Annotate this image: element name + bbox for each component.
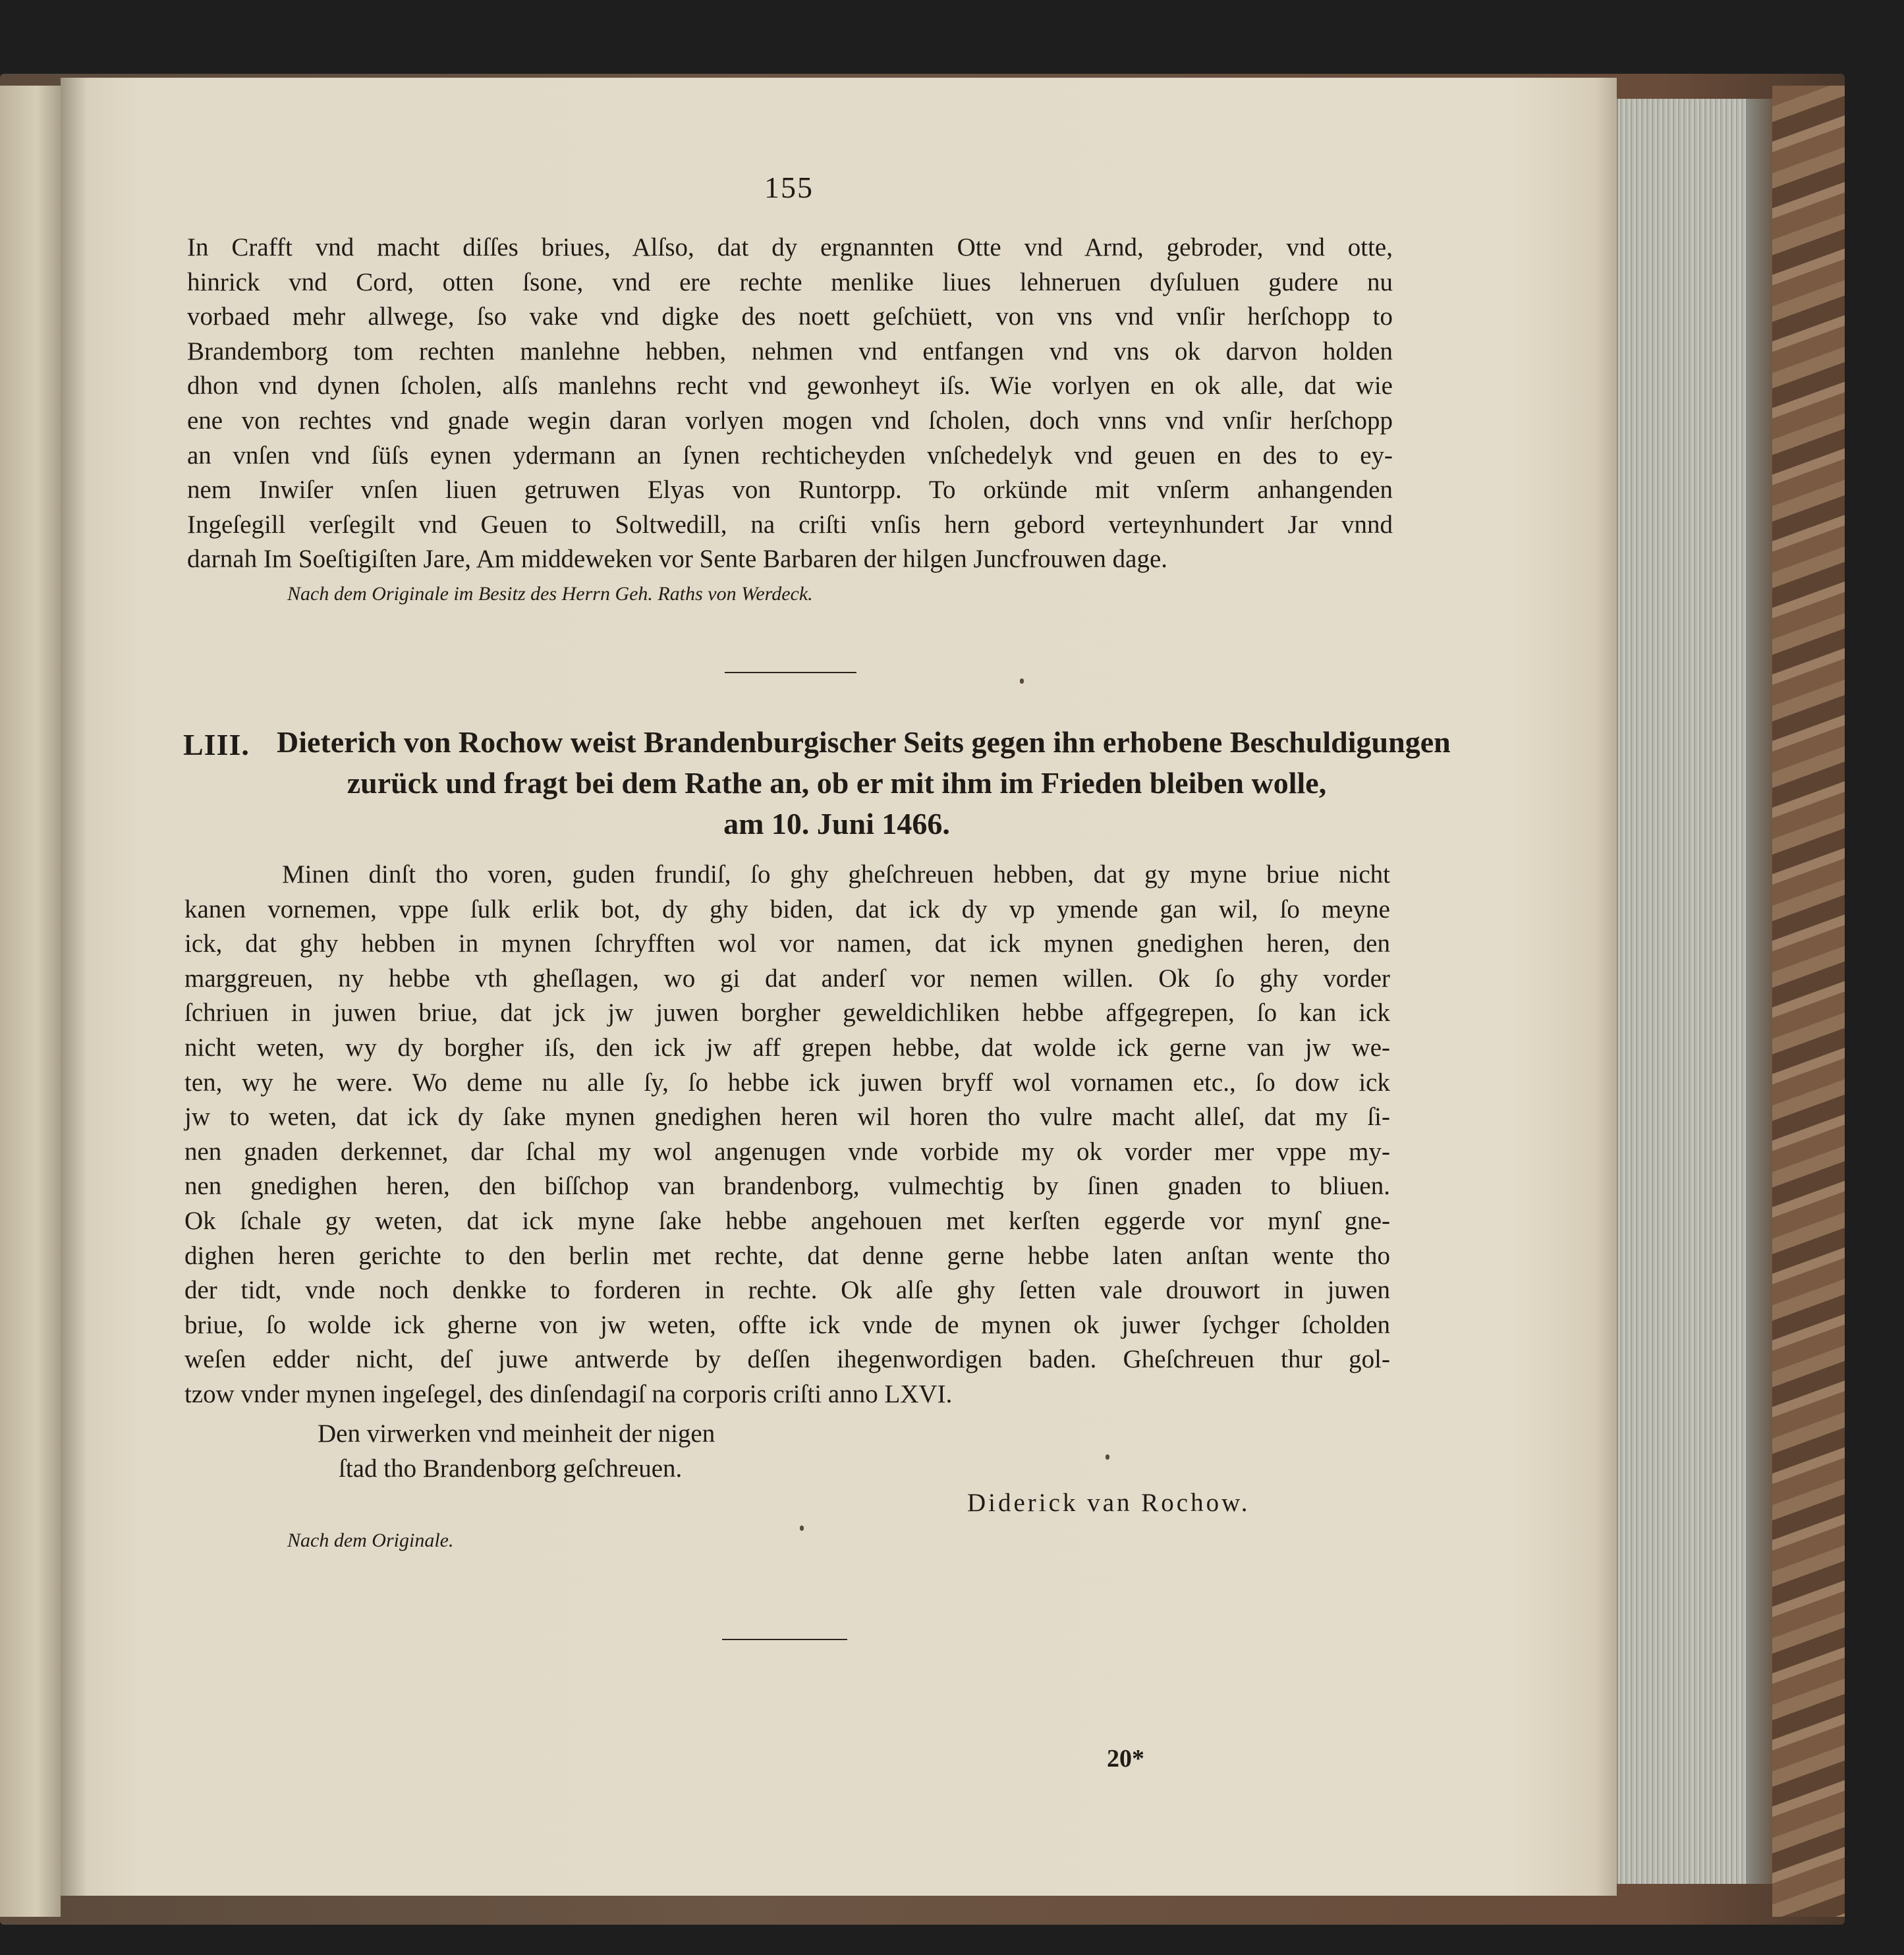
- sheet-mark: 20*: [1107, 1745, 1144, 1773]
- text-line: dighen heren gerichte to den berlin met rechte, dat denne gerne hebbe laten anſtan wente tho: [184, 1241, 1390, 1270]
- heading-line: zurück und fragt bei dem Rathe an, ob er mit ihm im Frieden bleiben wolle,: [347, 766, 1327, 800]
- source-note: Nach dem Originale.: [287, 1529, 454, 1551]
- text-line: darnah Im Soeſtigiſten Jare, Am middeweken vor Sente Barbaren der hilgen Juncfrouwen dage.: [187, 545, 1168, 574]
- page-edges-shadow: [1746, 99, 1772, 1884]
- text-line: nen gnedighen heren, den biſſchop van brandenborg, vulmechtig by ſinen gnaden to bliuen.: [184, 1172, 1390, 1201]
- paragraph-charter-end: [187, 231, 1393, 577]
- text-line: ene von rechtes vnd gnade wegin daran vorlyen mogen vnd ſcholen, doch vnns vnd vnſir herſchopp: [187, 406, 1393, 435]
- text-line: Ok ſchale gy weten, dat ick myne ſake hebbe angehouen met kerſten eggerde vor mynſ gne-: [184, 1206, 1390, 1235]
- text-line: hinrick vnd Cord, otten ſsone, vnd ere rechte menlike liues lehneruen dyſuluen gudere nu: [187, 267, 1393, 296]
- text-line: jw to weten, dat ick dy ſake mynen gnedighen heren wil horen tho vulre macht alleſ, dat my ſi-: [184, 1103, 1390, 1132]
- text-line: ten, wy he were. Wo deme nu alle ſy, ſo hebbe ick juwen bryff wol vornamen etc., ſo dow ick: [184, 1068, 1390, 1097]
- text-line: vorbaed mehr allwege, ſso vake vnd digke des noett geſchüett, von vns vnd vnſir herſchopp to: [187, 302, 1393, 331]
- text-line: ſchriuen in juwen briue, dat jck jw juwen borgher geweldichliken hebbe affgegrepen, ſo kan ick: [184, 999, 1390, 1028]
- heading-line: Dieterich von Rochow weist Brandenburgischer Seits gegen ihn erhobene Beschuldigungen: [277, 725, 1451, 759]
- text-line: ick, dat ghy hebben in mynen ſchryfften wol vor namen, dat ick mynen gnedighen heren, den: [184, 929, 1390, 958]
- text-line: tzow vnder mynen ingeſegel, des dinſendagiſ na corporis criſti anno LXVI.: [184, 1379, 953, 1408]
- text-line: Minen dinſt tho voren, guden frundiſ, ſo ghy gheſchreuen hebben, dat gy myne briue nicht: [282, 860, 1390, 889]
- heading-line: am 10. Juni 1466.: [723, 807, 950, 840]
- text-line: In Crafft vnd macht diſſes briues, Alſso, dat dy ergnannten Otte vnd Arnd, gebroder, vnd otte,: [187, 233, 1393, 262]
- left-page-edge: [0, 86, 61, 1917]
- address-line: ſtad tho Brandenborg geſchreuen.: [339, 1454, 683, 1483]
- section-divider: [722, 1639, 847, 1640]
- letter-address: [318, 1416, 715, 1486]
- section-divider: [725, 672, 856, 673]
- ink-speck: [800, 1526, 804, 1531]
- text-line: kanen vornemen, vppe ſulk erlik bot, dy ghy biden, dat ick dy vp ymende gan wil, ſo meyne: [184, 895, 1390, 923]
- page-number: 155: [764, 171, 814, 204]
- signature: Diderick van Rochow.: [967, 1489, 1250, 1517]
- source-note: Nach dem Originale im Besitz des Herrn Geh. Raths von Werdeck.: [287, 583, 813, 605]
- page-edges: [1617, 99, 1747, 1884]
- marbled-board: [1772, 86, 1845, 1917]
- text-line: der tidt, vnde noch denkke to forderen in rechte. Ok alſe ghy ſetten vale drouwort in juwen: [184, 1276, 1390, 1305]
- address-line: Den virwerken vnd meinheit der nigen: [318, 1419, 715, 1448]
- text-line: marggreuen, ny hebbe vth gheſlagen, wo gi dat anderſ vor nemen willen. Ok ſo ghy vorder: [184, 964, 1390, 993]
- text-line: Ingeſegill verſegilt vnd Geuen to Soltwedill, na criſti vnſis hern gebord verteynhundert Jar vnnd: [187, 510, 1393, 539]
- document-heading: [277, 722, 1451, 844]
- text-line: dhon vnd dynen ſcholen, alſs manlehns recht vnd gewonheyt iſs. Wie vorlyen en ok alle, dat wie: [187, 372, 1393, 400]
- text-line: nen gnaden derkennet, dar ſchal my wol angenugen vnde vorbide my ok vorder mer vppe my-: [184, 1137, 1390, 1166]
- text-line: nicht weten, wy dy borgher iſs, den ick jw aff grepen hebbe, dat wolde ick gerne van jw we-: [184, 1033, 1390, 1062]
- text-line: weſen edder nicht, deſ juwe antwerde by deſſen ihegenwordigen baden. Gheſchreuen thur gol-: [184, 1345, 1390, 1374]
- text-line: nem Inwiſer vnſen liuen getruwen Elyas von Runtorpp. To orkünde mit vnſerm anhangenden: [187, 476, 1393, 505]
- ink-speck: [1020, 678, 1024, 684]
- text-line: an vnſen vnd ſüſs eynen ydermann an ſynen rechticheyden vnſchedelyk vnd geuen en des to ey-: [187, 441, 1393, 470]
- text-line: briue, ſo wolde ick gherne von jw weten, offte ick vnde de mynen ok juwer ſychger ſcholden: [184, 1310, 1390, 1339]
- letter-body: [184, 858, 1390, 1412]
- text-line: Brandemborg tom rechten manlehne hebben, nehmen vnd entfangen vnd vns ok darvon holden: [187, 337, 1393, 366]
- ink-speck: [1106, 1454, 1109, 1460]
- document-number: LIII.: [183, 728, 250, 761]
